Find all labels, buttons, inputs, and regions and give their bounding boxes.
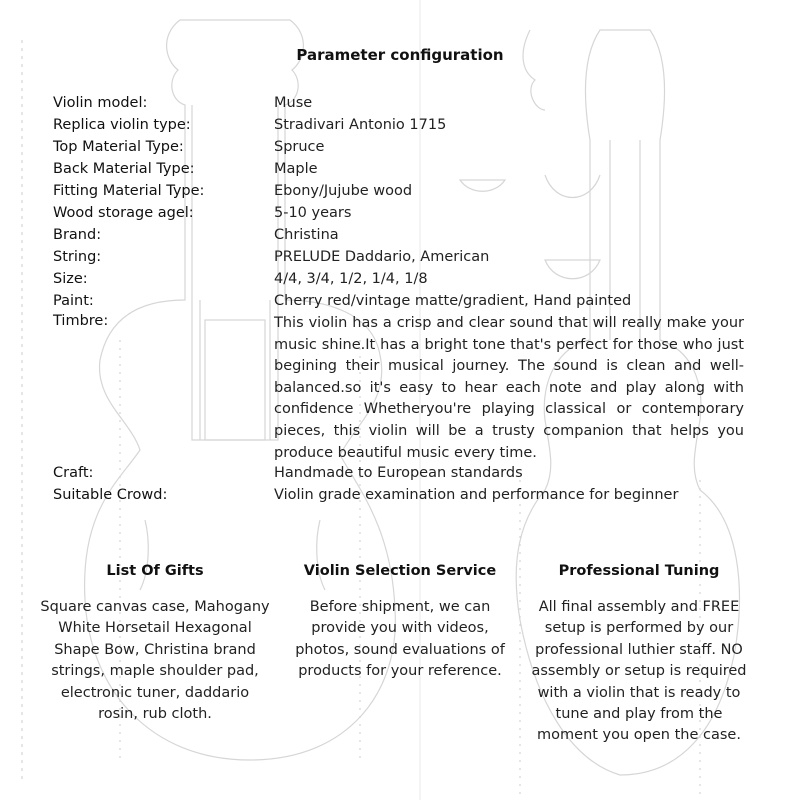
param-label: Suitable Crowd: <box>53 487 168 503</box>
selection-service-title: Violin Selection Service <box>303 563 497 579</box>
param-value: Cherry red/vintage matte/gradient, Hand painted <box>274 293 632 309</box>
param-value: Violin grade examination and performance for beginner <box>274 487 679 503</box>
param-label: Back Material Type: <box>53 161 195 177</box>
param-value: Muse <box>274 95 313 111</box>
gifts-text: Square canvas case, Mahogany White Horsetail Hexagonal Shape Bow, Christina brand strings, maple shoulder pad, electronic tuner, daddario rosin, rub cloth. <box>40 599 270 723</box>
param-value-timbre: This violin has a crisp and clear sound that will really make your music shine.It has a bright tone that's perfect for those who just begining their musical journey. The sound is clean and well-balanced.so it's easy to hear each note and play along with confidence Whetheryou're playing classical or contemporary pieces, this violin will be a trusty companion that helps you produce beautiful music every time. <box>274 315 744 461</box>
param-label: Paint: <box>53 293 94 309</box>
param-label: Wood storage agel: <box>53 205 194 221</box>
param-value: Maple <box>274 161 318 177</box>
param-value: Christina <box>274 227 339 243</box>
param-label: Brand: <box>53 227 102 243</box>
page-title: Parameter configuration <box>296 46 504 64</box>
param-label: Timbre: <box>53 313 109 329</box>
gifts-title: List Of Gifts <box>106 563 204 579</box>
param-label: Fitting Material Type: <box>53 183 205 199</box>
selection-service-column <box>294 563 506 683</box>
tuning-title: Professional Tuning <box>558 563 720 579</box>
param-value: Handmade to European standards <box>274 465 523 481</box>
param-label: Violin model: <box>53 95 148 111</box>
gifts-column <box>40 563 270 725</box>
tuning-text: All final assembly and FREE setup is performed by our professional luthier staff. NO assembly or setup is required with a violin that is ready to tune and play from the moment you open the case. <box>531 599 747 744</box>
tuning-column <box>525 563 753 747</box>
param-label: Top Material Type: <box>53 139 184 155</box>
param-label: Size: <box>53 271 88 287</box>
param-label: Replica violin type: <box>53 117 191 133</box>
param-value: 5-10 years <box>274 205 352 221</box>
param-label: Craft: <box>53 465 94 481</box>
param-value: Ebony/Jujube wood <box>274 183 413 199</box>
selection-service-text: Before shipment, we can provide you with videos, photos, sound evaluations of products for your reference. <box>295 599 505 680</box>
param-value: Stradivari Antonio 1715 <box>274 117 447 133</box>
param-label: String: <box>53 249 102 265</box>
param-value: Spruce <box>274 139 325 155</box>
param-value: PRELUDE Daddario, American <box>274 249 490 265</box>
param-value: 4/4, 3/4, 1/2, 1/4, 1/8 <box>274 271 428 287</box>
